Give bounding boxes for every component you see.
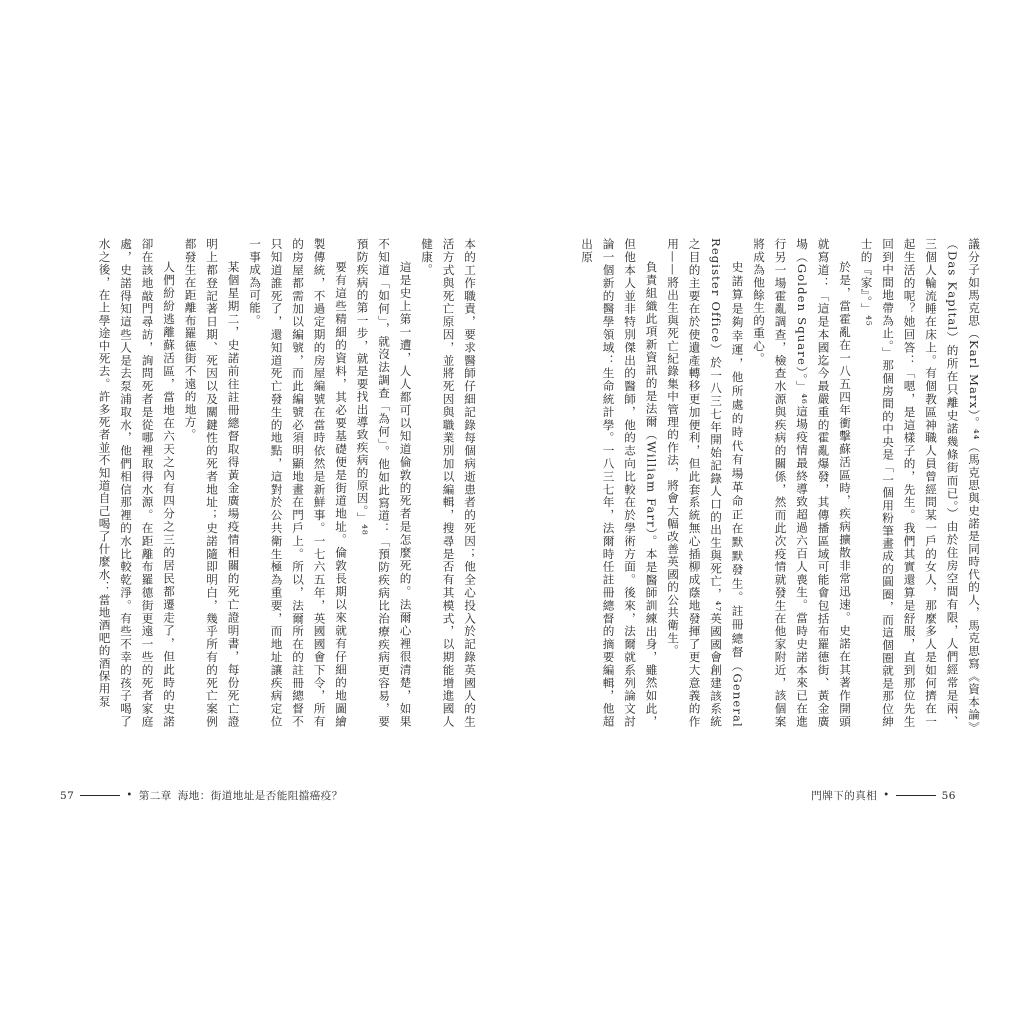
footer-rule xyxy=(80,795,120,796)
paragraph: 史諾算是夠幸運，他所處的時代有場革命正在默默發生。註冊總督（General Register Office）於一八三七年開始記錄人口的出生與死亡，⁴⁷英國國會創建該系統之目的主要在於使遺產轉移更加便利，但此套系統無心插柳成蔭地發揮了更大意義的作用——將出生與死亡紀錄集中管理的作法，將會大幅改善英國的公共衛生。 xyxy=(666,238,745,728)
footer-bullet: • xyxy=(126,790,133,801)
left-page-footer xyxy=(60,788,343,803)
chapter-label: 第二章 xyxy=(138,790,172,802)
paragraph: 人們紛紛逃離蘇活區，當地在六天之內有四分之三的居民都遷走了，但此時的史諾卻在該地敲門尋訪，詢問死者是從哪裡取得水源。在距離布羅德街更遠一些的死者家庭處，史諾得知這些人是去泵浦取水，他們相信那裡的水比較乾淨。有些不幸的孩子喝了水之後，在上學途中死去。許多死者並不知道自己喝了什麼水：當地酒吧的酒保用泵 xyxy=(97,238,176,728)
left-page-body xyxy=(40,238,480,728)
paragraph: 於是，當霍亂在一八五四年衝擊蘇活區時，疾病擴散非常迅速。史諾在其著作開頭就寫道：「這是本國迄今最嚴重的霍亂爆發，其傳播區域可能會包括布羅德街、黃金廣場（Golden Square）。」⁴⁶這場疫情最終導致超過六百人喪生。當時史諾本來已在進行另一場霍亂調查，檢查水源與疾病的關係，然而此次疫情就發生在他家附近，該個案將成為他餘生的重心。 xyxy=(752,238,852,728)
page-number: 56 xyxy=(941,789,956,802)
left-page xyxy=(40,238,480,802)
chapter-title: 海地：街道地址是否能阻擋癌疫？ xyxy=(177,790,343,802)
page-number: 57 xyxy=(60,789,75,802)
right-page-body xyxy=(528,238,984,728)
paragraph: 負責組織此項新資訊的是法爾（William Farr）。本是醫師訓練出身，雖然如此，但他本人並非特別傑出的醫師，他的志向比較在於學術方面。後來，法爾就系列論文討論一個新的醫學領域：生命統計學。一八三七年，法爾時任註冊總督的摘要編輯，他超出原 xyxy=(580,238,659,728)
right-page-footer xyxy=(811,788,956,803)
paragraph: 某個星期二，史諾前往註冊總督取得黃金廣場疫情相關的死亡證明書，每份死亡證明上都登記著日期、死因以及關鍵性的死者地址；史諾隨即明白，幾乎所有的死亡案例都發生在距離布羅德街不遠的地方。 xyxy=(183,238,241,728)
running-title: 門牌下的真相 xyxy=(811,790,878,802)
footer-rule xyxy=(896,795,936,796)
paragraph: 本的工作職責，要求醫師仔細記錄每個病逝患者的死因；他全心投入於記錄英國人的生活方式與死亡原因，並將死因與職業別加以編輯，搜尋是否有其模式，以期能增進國人健康。 xyxy=(420,238,477,728)
paragraph: 要有這些精細的資料，其必要基礎便是街道地址。倫敦長期以來就有仔細的地圖繪製傳統，不過定期的房屋編號在當時依然是新鮮事。一七六五年，英國國會下令，所有的房屋都需加以編號，而此編號必須明顯地畫在門戶上。所以，法爾所在的註冊總督不只知道誰死了，還知道死亡發生的地點，這對於公共衛生極為重要，而地址讓疾病定位一事成為可能。 xyxy=(248,238,348,728)
paragraph: 這是史上第一遭，人人都可以知道倫敦的死者是怎麼死的。法爾心裡很清楚，如果不知道「如何」，就沒法調查「為何」。他如此寫道：「預防疾病比治療疾病更容易，要預防疾病的第一步，就是要找出導致疾病的原因。」⁴⁸ xyxy=(355,238,413,728)
paragraph: 議分子如馬克思（Karl Marx）。⁴⁴（馬克思與史諾是同時代的人，馬克思寫《資本論》（Das Kapital）的所在只離史諾幾條街而已。）由於住房空間有限，人們經常是兩、三個人輪流睡在床上。有個教區神職人員曾經問某一戶的女人，那麼多人是如何擠在一起生活的呢？她回答：「嗯，是這樣子的，先生。我們其實還算是舒服，直到那位先生回到中間地帶為止。」那個房間的中央是「一個用粉筆畫成的圓圈，而這個圈就是那位紳士的『家』。」⁴⁵ xyxy=(859,238,981,728)
footer-bullet: • xyxy=(883,790,890,801)
right-page xyxy=(528,238,984,802)
